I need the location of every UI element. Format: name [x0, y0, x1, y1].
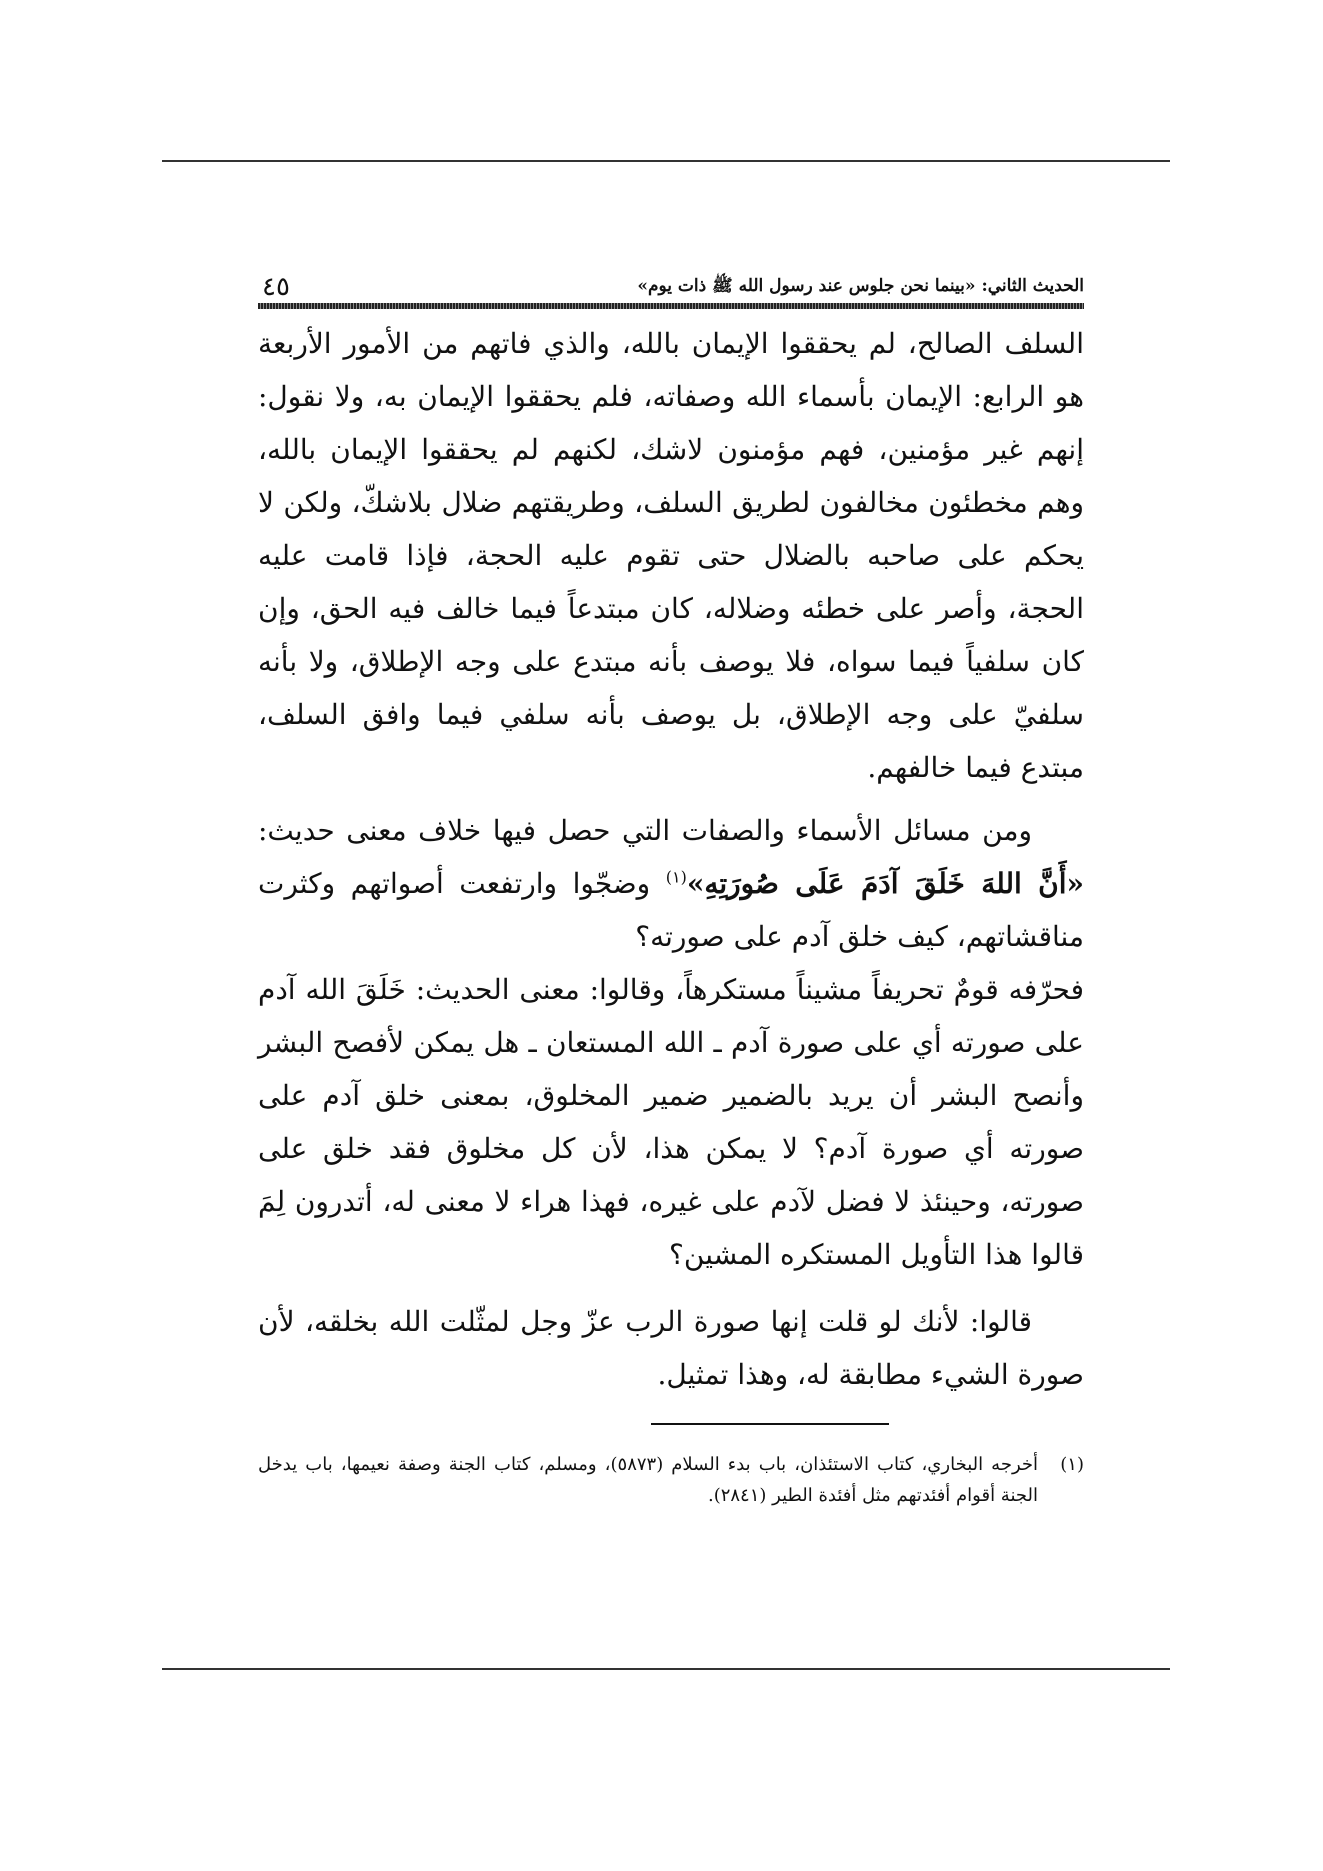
page-number: ٤٥	[262, 272, 290, 302]
scan-top-border-line	[162, 160, 1170, 162]
paragraph-4: قالوا: لأنك لو قلت إنها صورة الرب عزّ وجل لمثّلت الله بخلقه، لأن صورة الشيء مطابقة له، وهذا تمثيل.	[258, 1305, 1084, 1391]
hadith-quote: «أَنَّ اللهَ خَلَقَ آدَمَ عَلَى صُورَتِهِ»	[686, 867, 1084, 900]
running-header-title: الحديث الثاني: «بينما نحن جلوس عند رسول الله ﷺ ذات يوم»	[637, 276, 1084, 296]
footnote-marker: (١)	[1060, 1454, 1084, 1475]
running-header	[258, 270, 1084, 300]
scan-bottom-border-line	[162, 1668, 1170, 1670]
footnote	[258, 1449, 1084, 1511]
footnote-divider	[651, 1423, 889, 1425]
book-page	[258, 270, 1084, 1511]
header-divider	[258, 303, 1084, 309]
body-text	[258, 317, 1084, 1401]
paragraph-2	[258, 804, 1084, 963]
footnote-text: أخرجه البخاري، كتاب الاستئذان، باب بدء السلام (٥٨٧٣)، ومسلم، كتاب الجنة وصفة نعيمها، باب يدخل الجنة أقوام أفئدتهم مثل أفئدة الطير (٢٨٤١).	[258, 1454, 1039, 1506]
footnote-reference: (١)	[665, 867, 687, 887]
paragraph-3: فحرّفه قومٌ تحريفاً مشيناً مستكرهاً، وقالوا: معنى الحديث: خَلَقَ الله آدم على صورته أي على صورة آدم ـ الله المستعان ـ هل يمكن لأفصح البشر وأنصح البشر أن يريد بالضمير ضمير المخلوق، بمعنى خلق آدم على صورته أي صورة آدم؟ لا يمكن هذا، لأن كل مخلوق فقد خلق على صورته، وحينئذ لا فضل لآدم على غيره، فهذا هراء لا معنى له، أتدرون لِمَ قالوا هذا التأويل المستكره المشين؟	[258, 973, 1084, 1271]
paragraph-2-intro: ومن مسائل الأسماء والصفات التي حصل فيها خلاف معنى حديث:	[258, 814, 1032, 847]
paragraph-2-rest: وضجّوا وارتفعت أصواتهم وكثرت مناقشاتهم، كيف خلق آدم على صورته؟	[258, 867, 1084, 953]
paragraph-1: السلف الصالح، لم يحققوا الإيمان بالله، والذي فاتهم من الأمور الأربعة هو الرابع: الإيمان بأسماء الله وصفاته، فلم يحققوا الإيمان به، ولا نقول: إنهم غير مؤمنين، فهم مؤمنون لاشك، لكنهم لم يحققوا الإيمان بالله، وهم مخطئون مخالفون لطريق السلف، وطريقتهم ضلال بلاشكّ، ولكن لا يحكم على صاحبه بالضلال حتى تقوم عليه الحجة، فإذا قامت عليه الحجة، وأصر على خطئه وضلاله، كان مبتدعاً فيما خالف فيه الحق، وإن كان سلفياً فيما سواه، فلا يوصف بأنه مبتدع على وجه الإطلاق، ولا بأنه سلفيّ على وجه الإطلاق، بل يوصف بأنه سلفي فيما وافق السلف، مبتدع فيما خالفهم.	[258, 327, 1084, 784]
